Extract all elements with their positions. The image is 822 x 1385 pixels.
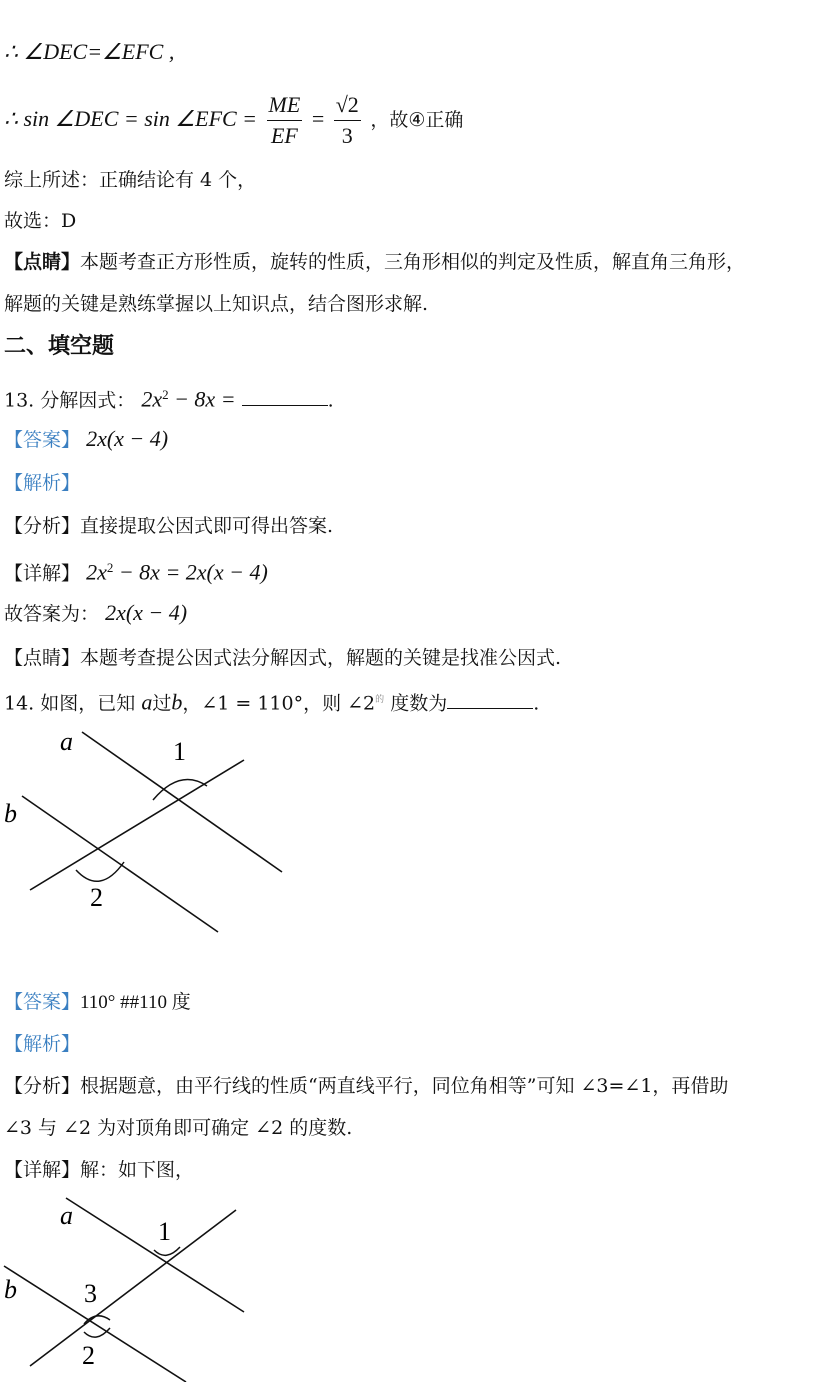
xiangjie-expr2: − 8x = 2x(x − 4) (113, 559, 268, 585)
xiangjie-sup: 2 (106, 560, 114, 575)
xiangjie-14-tag: 【详解】 (4, 1159, 81, 1181)
choice-line: 故选：D (4, 210, 77, 232)
label-1-2: 1 (158, 1217, 171, 1246)
answer-blank-14 (447, 690, 533, 709)
fraction-denominator: EF (270, 123, 298, 149)
guda-13 (4, 601, 187, 626)
label-a: a (60, 727, 73, 756)
jiexi-tag-14: 【解析】 (4, 1033, 81, 1055)
sin-equation (4, 88, 463, 151)
label-3: 3 (84, 1279, 97, 1308)
fraction-root2-3 (334, 90, 361, 151)
equals-sign: = (311, 106, 325, 131)
xiangjie-expr: 2x (86, 559, 107, 585)
q14-prefix: 14. 如图，已知 (4, 692, 136, 715)
label-b: b (4, 799, 17, 828)
question-14 (4, 688, 539, 715)
angle-1-arc-2 (154, 1247, 180, 1255)
transversal (30, 760, 244, 890)
sin-lhs: ∴ sin ∠DEC = sin ∠EFC = (4, 106, 258, 131)
answer-tag: 【答案】 (4, 429, 81, 451)
q13-sup: 2 (162, 387, 169, 402)
line-b (22, 796, 218, 932)
guda-value: 2x(x − 4) (105, 600, 188, 625)
dianjing-tag: 【点睛】 (4, 251, 81, 273)
angle-2-arc-2 (84, 1328, 110, 1337)
dianjing-13-text: 本题考查提公因式法分解因式，解题的关键是找准公因式. (80, 647, 562, 669)
fraction-me-ef (267, 90, 303, 151)
label-2: 2 (90, 883, 103, 912)
label-a-2: a (60, 1201, 73, 1230)
figure-1 (0, 720, 320, 950)
top-equation: ∴ ∠DEC=∠EFC , (4, 39, 175, 64)
xiangjie-14-text: 解：如下图， (80, 1159, 195, 1181)
label-2-2: 2 (82, 1341, 95, 1370)
conclusion-4: ，故④正确 (370, 109, 464, 131)
fraction-numerator-2: √2 (334, 90, 361, 121)
summary-line: 综上所述：正确结论有 4 个， (4, 169, 257, 191)
xiangjie-13 (4, 556, 268, 585)
label-b-2: b (4, 1275, 17, 1304)
label-1: 1 (173, 737, 186, 766)
q14-after: 度数为 (384, 692, 448, 715)
dianjing-13-tag: 【点睛】 (4, 647, 81, 669)
fenxi-14-text: 根据题意，由平行线的性质“两直线平行，同位角相等”可知 ∠3=∠1，再借助 (80, 1075, 729, 1097)
q14-mid: 过 (152, 692, 172, 715)
q14-a: a (141, 689, 153, 715)
answer-14-tag: 【答案】 (4, 991, 81, 1013)
q13-expr: 2x (141, 386, 163, 412)
dianjing-13 (4, 646, 561, 670)
section-title: 二、填空题 (4, 333, 115, 359)
q13-expr2: − 8x = (168, 386, 236, 412)
dianjing-1-cont: 解题的关键是熟练掌握以上知识点，结合图形求解. (4, 293, 429, 315)
angle-2-arc (76, 862, 124, 881)
figure-2 (0, 1190, 300, 1382)
answer-13-value: 2x(x − 4) (86, 426, 169, 451)
answer-14 (4, 990, 191, 1015)
q14-cond: ，∠1 = 110°，则 ∠2 (182, 692, 376, 715)
fenxi-13 (4, 514, 333, 538)
xiangjie-tag: 【详解】 (4, 562, 81, 585)
q13-prefix: 13. 分解因式： (4, 389, 136, 412)
q13-end: . (327, 389, 334, 412)
q14-mark: 的 (375, 695, 385, 705)
fraction-denominator-2: 3 (341, 123, 353, 149)
fenxi-tag: 【分析】 (4, 515, 81, 537)
answer-14-value: 110° ##110 度 (80, 992, 191, 1013)
question-13 (4, 383, 334, 412)
angle-1-arc (153, 780, 207, 800)
q14-end: . (533, 692, 540, 715)
xiangjie-14 (4, 1158, 194, 1182)
dianjing-text: 本题考查正方形性质，旋转的性质，三角形相似的判定及性质，解直角三角形， (80, 251, 746, 273)
fraction-numerator: ME (267, 90, 303, 121)
answer-13 (4, 427, 168, 452)
q14-b: b (171, 689, 183, 715)
guda-text: 故答案为： (4, 603, 100, 625)
fenxi-14-cont: ∠3 与 ∠2 为对顶角即可确定 ∠2 的度数. (4, 1117, 353, 1139)
fenxi-14 (4, 1074, 728, 1098)
fenxi-text: 直接提取公因式即可得出答案. (80, 515, 334, 537)
dianjing-1 (4, 250, 745, 274)
fenxi-14-tag: 【分析】 (4, 1075, 81, 1097)
jiexi-tag-13: 【解析】 (4, 472, 81, 494)
answer-blank-13 (242, 387, 328, 406)
